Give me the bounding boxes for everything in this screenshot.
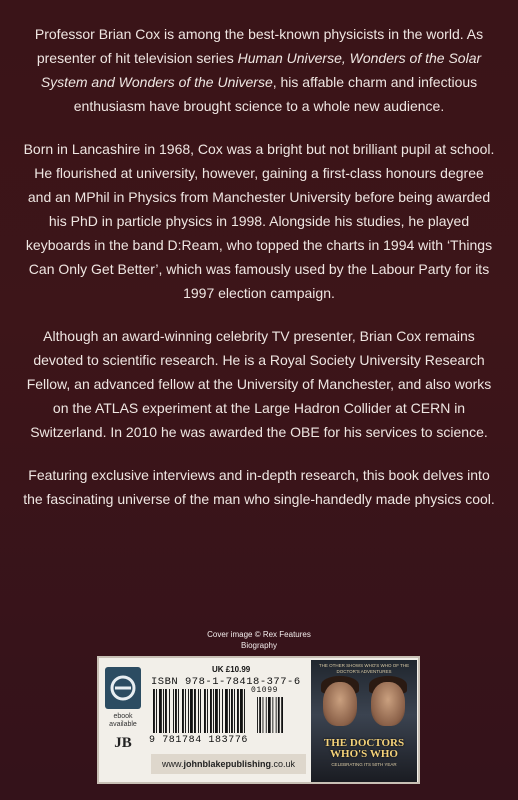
advert-book-title: THE DOCTORS WHO'S WHO — [323, 737, 405, 760]
barcode-icon — [153, 689, 293, 733]
ebook-available-label: ebook available — [109, 713, 137, 728]
publisher-url: www.johnblakepublishing.co.uk — [151, 754, 306, 774]
blurb-paragraph-2: Born in Lancashire in 1968, Cox was a bright but not brilliant pupil at school. He flourished at university, however, gaining a first-class honours degree and an MPhil in Physics from Manchester University before being awarded his PhD in particle physics in 1998. Alongside his studies, he played keyboards in the band D:Ream, who topped the charts in 1994 with ‘Things Can Only Get Better’, which was famously used by the Labour Party for its 1997 election campaign. — [23, 141, 495, 301]
doctor-portrait-right — [371, 682, 405, 726]
blurb-paragraph-4: Featuring exclusive interviews and in-depth research, this book delves into the fascinating universe of the man who single-handedly made physics cool. — [23, 467, 495, 507]
barcode-panel — [97, 656, 420, 784]
advert-book-subtitle: CELEBRATING ITS 50TH YEAR — [331, 762, 397, 767]
doctor-portrait-left — [323, 682, 357, 726]
isbn-label: ISBN 978-1-78418-377-6 — [151, 676, 301, 688]
barcode-addon-digits: 01099 — [251, 686, 279, 695]
cover-image-credit: Cover image © Rex Features — [207, 630, 311, 639]
blurb-paragraph-1: Professor Brian Cox is among the best-known physicists in the world. As presenter of hit television series Human Universe, Wonders of the Solar System and Wonders of the Universe, his affable charm and infectious enthusiasm have brought science to a whole new audience. — [34, 26, 484, 114]
publisher-logo-icon: JB — [114, 735, 132, 751]
barcode-digits: 9 781784 183776 — [149, 735, 249, 746]
tv-series-titles: Human Universe, Wonders of the Solar System and Wonders of the Universe — [40, 50, 482, 90]
advert-tagline: THE OTHER SHOWS WHO'S WHO OF THE DOCTOR'S ADVENTURES — [318, 663, 410, 674]
ebook-logo-icon — [105, 667, 141, 709]
category-label: Biography — [240, 641, 278, 650]
price-label: UK £10.99 — [212, 665, 251, 674]
advert-book-cover — [311, 660, 417, 782]
blurb-paragraph-3: Although an award-winning celebrity TV presenter, Brian Cox remains devoted to scientific research. He is a Royal Society University Research Fellow, an advanced fellow at the University of Manchester, and also works on the ATLAS experiment at the Large Hadron Collider at CERN in Switzerland. In 2010 he was awarded the OBE for his services to science. — [26, 328, 492, 440]
blurb-text — [22, 22, 496, 530]
